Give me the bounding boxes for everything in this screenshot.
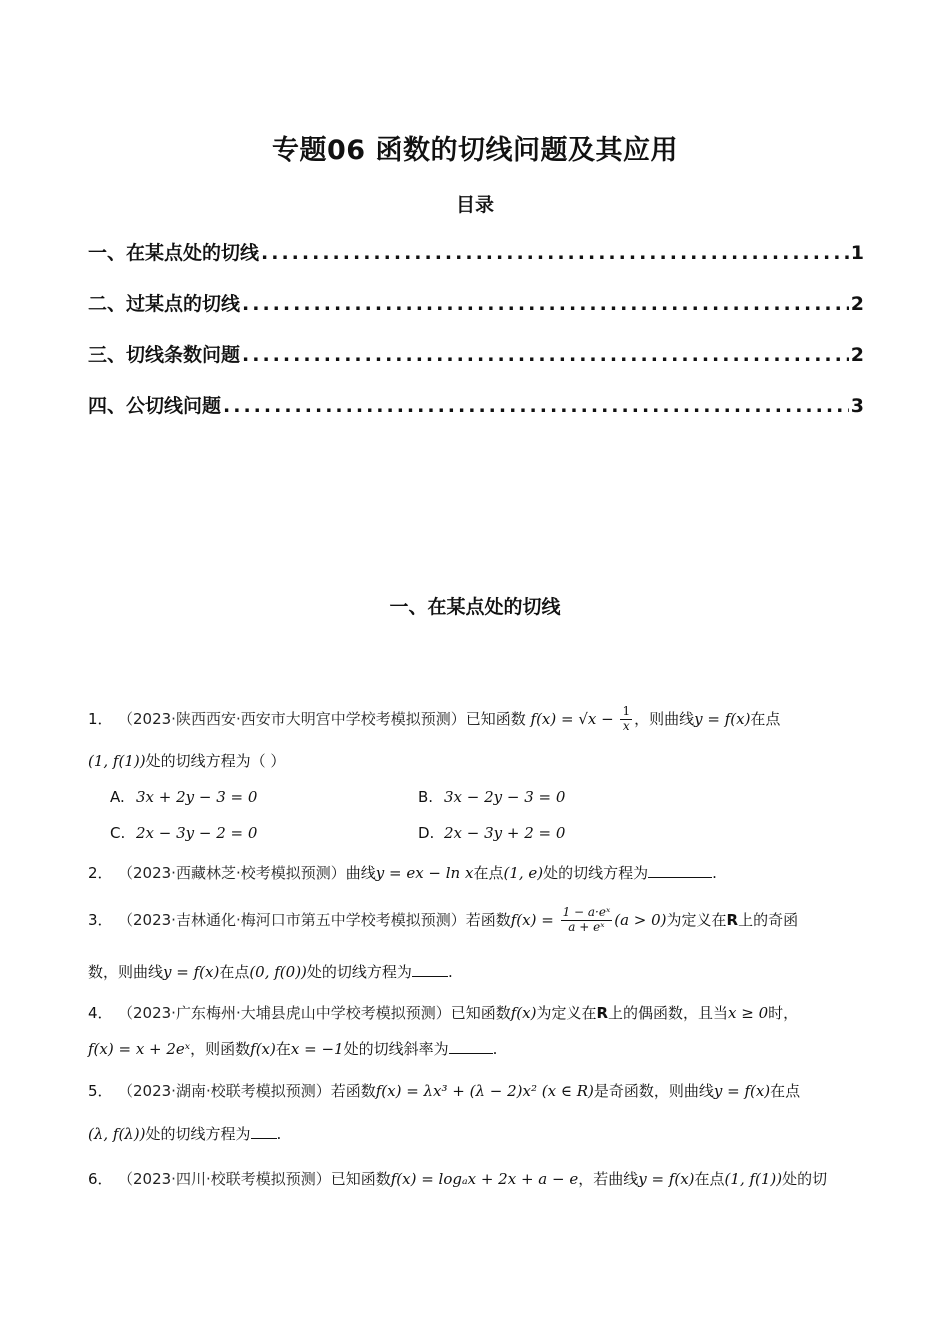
fraction-denominator: x <box>622 718 630 733</box>
option-d[interactable] <box>418 824 565 842</box>
math-expression: f(x) = x + 2eˣ <box>88 1040 191 1058</box>
math-expression: f(x) = logₐx + 2x + a − e <box>390 1170 579 1188</box>
math-expression: (1, e) <box>503 864 544 882</box>
question-3-line-2 <box>88 963 864 981</box>
set-symbol: R <box>726 910 739 929</box>
fraction-numerator: 1 <box>622 704 631 718</box>
math-expression: y = f(x) <box>694 709 751 728</box>
math-expression: y = f(x) <box>638 1170 695 1188</box>
toc-leader-dots <box>261 242 849 264</box>
question-text: 在 <box>275 1040 291 1058</box>
question-4-line-2 <box>88 1040 864 1058</box>
question-text: 为定义在 <box>666 910 727 929</box>
option-text: 3x − 2y − 3 = 0 <box>444 788 566 806</box>
question-text: 处的切线方程为 <box>543 864 649 882</box>
option-text: 2x − 3y + 2 = 0 <box>444 824 566 842</box>
question-text: 为定义在 <box>536 1004 597 1022</box>
question-text: 曲线 <box>345 864 376 882</box>
question-1 <box>88 705 864 734</box>
question-text: 处的切线方程为 <box>306 963 412 981</box>
option-label: C. <box>110 824 126 842</box>
option-a[interactable] <box>110 788 257 806</box>
question-text: 若函数 <box>465 910 511 929</box>
fraction-numerator: 1 − a·eˣ <box>562 905 611 919</box>
math-expression: f(x) = √x <box>530 709 597 728</box>
answer-blank[interactable] <box>648 877 712 878</box>
set-symbol: R <box>596 1004 609 1022</box>
question-text: 处的切线斜率为 <box>343 1040 449 1058</box>
math-operator: − <box>596 709 619 728</box>
toc-entry-1[interactable] <box>88 238 864 289</box>
question-source: （2023·四川·校联考模拟预测） <box>118 1170 331 1188</box>
question-text: 若函数 <box>330 1082 376 1100</box>
question-number: 3． <box>88 910 113 929</box>
question-text: ，则曲线 <box>634 709 695 728</box>
question-text: 已知函数 <box>465 709 526 728</box>
option-label: B. <box>418 788 434 806</box>
toc-entry-page: 2 <box>850 293 864 315</box>
toc-leader-dots <box>242 344 849 366</box>
math-expression: (1, f(1)) <box>724 1170 783 1188</box>
math-expression: y = ex − ln x <box>375 864 474 882</box>
question-text: 上的奇函 <box>738 910 799 929</box>
question-source: （2023·广东梅州·大埔县虎山中学校考模拟预测） <box>118 1004 451 1022</box>
math-expression: f(x) <box>250 1040 276 1058</box>
question-text: 已知函数 <box>450 1004 511 1022</box>
question-text: 处的切线方程为 <box>145 1125 251 1143</box>
math-fraction <box>561 906 613 935</box>
toc-entry-label: 一、在某点处的切线 <box>88 242 260 264</box>
question-1-line-2 <box>88 752 864 770</box>
question-text: 时， <box>768 1004 799 1022</box>
question-text: . <box>492 1040 498 1058</box>
toc-entry-page: 3 <box>850 395 864 417</box>
question-number: 4． <box>88 1004 113 1022</box>
toc-leader-dots <box>223 395 849 417</box>
answer-blank[interactable] <box>251 1138 277 1139</box>
question-text: 上的偶函数，且当 <box>608 1004 729 1022</box>
table-of-contents <box>88 238 864 442</box>
question-text: 在点 <box>750 709 781 728</box>
question-2 <box>88 864 864 882</box>
math-expression: f(x) = <box>510 910 559 929</box>
question-text: 是奇函数，则曲线 <box>593 1082 714 1100</box>
toc-entry-page: 2 <box>850 344 864 366</box>
document-title: 专题06 函数的切线问题及其应用 <box>272 135 678 166</box>
question-source: （2023·吉林通化·梅河口市第五中学校考模拟预测） <box>118 910 466 929</box>
question-number: 5． <box>88 1082 113 1100</box>
toc-entry-2[interactable] <box>88 289 864 340</box>
question-text: 处的切线方程为（ ） <box>145 752 286 770</box>
answer-blank[interactable] <box>449 1053 493 1054</box>
question-text: 已知函数 <box>330 1170 391 1188</box>
math-fraction <box>620 705 632 734</box>
math-expression: (λ, f(λ)) <box>88 1125 146 1143</box>
question-text: . <box>712 864 717 882</box>
option-b[interactable] <box>418 788 565 806</box>
question-text: . <box>276 1125 282 1143</box>
toc-entry-label: 二、过某点的切线 <box>88 293 241 315</box>
question-number: 2． <box>88 864 113 882</box>
section-title: 一、在某点处的切线 <box>389 596 561 618</box>
option-label: D. <box>418 824 435 842</box>
math-expression: f(x) = λx³ + (λ − 2)x² (x ∈ R) <box>375 1082 594 1100</box>
question-5-line-2 <box>88 1125 864 1143</box>
question-text: 数，则曲线 <box>88 963 164 981</box>
math-expression: x = −1 <box>290 1040 344 1058</box>
option-text: 3x + 2y − 3 = 0 <box>136 788 258 806</box>
question-text: . <box>447 963 453 981</box>
question-source: （2023·陕西西安·西安市大明宫中学校考模拟预测） <box>118 709 466 728</box>
question-text: ，若曲线 <box>578 1170 639 1188</box>
toc-leader-dots <box>242 293 849 315</box>
question-source: （2023·西藏林芝·校考模拟预测） <box>118 864 346 882</box>
toc-entry-page: 1 <box>850 242 864 264</box>
question-text: 在点 <box>473 864 504 882</box>
toc-entry-4[interactable] <box>88 391 864 442</box>
question-6 <box>88 1170 864 1188</box>
option-text: 2x − 3y − 2 = 0 <box>136 824 258 842</box>
option-c[interactable] <box>110 824 257 842</box>
math-expression: (0, f(0)) <box>249 963 307 981</box>
fraction-denominator: a + eˣ <box>568 919 605 934</box>
math-expression: x ≥ 0 <box>728 1004 769 1022</box>
toc-entry-3[interactable] <box>88 340 864 391</box>
question-source: （2023·湖南·校联考模拟预测） <box>118 1082 331 1100</box>
question-4 <box>88 1004 864 1022</box>
toc-entry-label: 三、切线条数问题 <box>88 344 241 366</box>
math-expression: y = f(x) <box>713 1082 771 1100</box>
math-expression: f(x) <box>510 1004 537 1022</box>
question-text: 在点 <box>770 1082 801 1100</box>
question-text: ，则函数 <box>190 1040 251 1058</box>
question-3 <box>88 906 864 935</box>
question-5 <box>88 1082 864 1100</box>
question-number: 1． <box>88 709 113 728</box>
math-expression: y = f(x) <box>163 963 220 981</box>
question-text: 处的切 <box>782 1170 828 1188</box>
option-label: A. <box>110 788 125 806</box>
toc-entry-label: 四、公切线问题 <box>88 395 222 417</box>
question-number: 6． <box>88 1170 113 1188</box>
math-expression: (1, f(1)) <box>88 752 146 770</box>
question-text: 在点 <box>694 1170 725 1188</box>
math-expression: (a > 0) <box>614 910 667 929</box>
toc-heading: 目录 <box>455 194 494 216</box>
question-text: 在点 <box>219 963 250 981</box>
answer-blank[interactable] <box>412 976 448 977</box>
